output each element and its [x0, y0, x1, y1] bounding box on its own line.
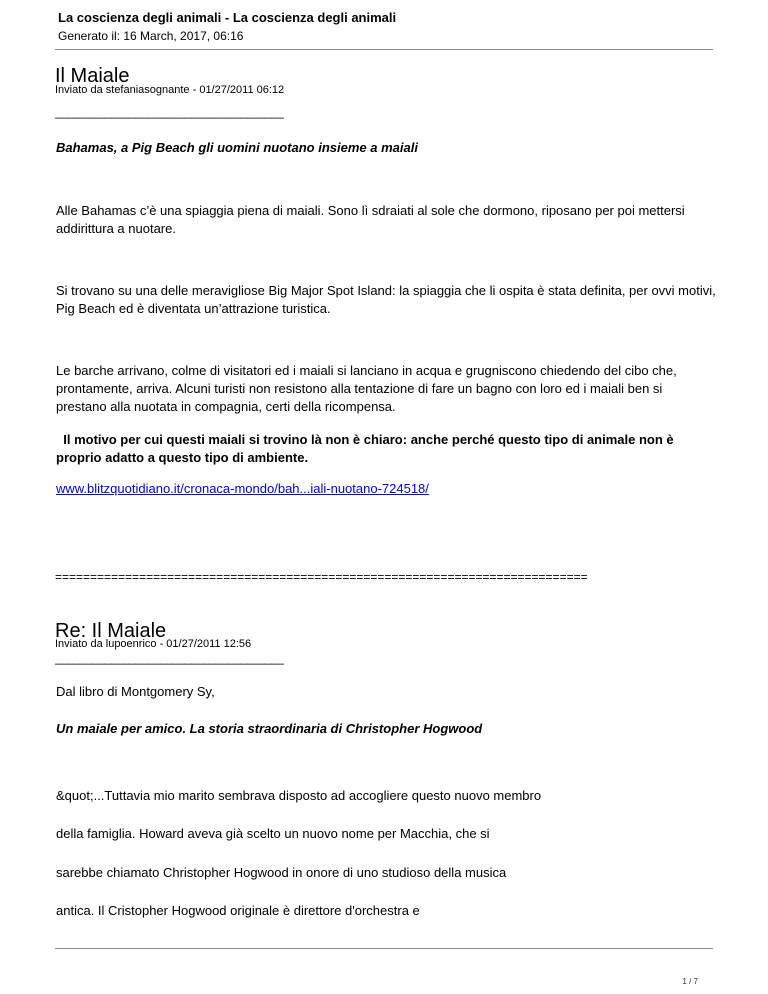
quote-line: della famiglia. Howard aveva già scelto un nuovo nome per Macchia, che si: [56, 826, 490, 841]
document-title: La coscienza degli animali - La coscienza degli animali: [58, 10, 397, 25]
paragraph: Le barche arrivano, colme di visitatori ed i maiali si lanciano in acqua e grugniscono chiedendo del cibo che, prontamente, arriva. Alcuni turisti non resistono alla tentazione di fare un bagno con loro ed i maiali ben si prestano alla nuotata in compagnia, certi della ricompensa.: [56, 363, 677, 414]
page-number: 1 / 7: [682, 977, 698, 986]
post-meta: Inviato da stefaniasognante - 01/27/2011 06:12: [55, 84, 285, 96]
post-subtitle: Bahamas, a Pig Beach gli uomini nuotano insieme a maiali: [56, 140, 418, 155]
post-separator: ============================================================================: [55, 570, 588, 584]
quote-line: &quot;...Tuttavia mio marito sembrava disposto ad accogliere questo nuovo membro: [56, 788, 542, 803]
book-title: Un maiale per amico. La storia straordinaria di Christopher Hogwood: [56, 721, 483, 736]
post-title: Re: Il Maiale: [55, 620, 167, 642]
title-underline: _____________________________________: [55, 105, 284, 119]
paragraph: Alle Bahamas c’è una spiaggia piena di maiali. Sono lì sdraiati al sole che dormono, riposano per poi mettersi addirittura a nuotare.: [56, 203, 685, 236]
post-title: Il Maiale: [55, 65, 130, 87]
generated-date: Generato il: 16 March, 2017, 06:16: [58, 29, 244, 43]
quote-line: sarebbe chiamato Christopher Hogwood in onore di uno studioso della musica: [56, 865, 507, 880]
source-link[interactable]: www.blitzquotidiano.it/cronaca-mondo/bah...iali-nuotano-724518/: [56, 481, 429, 496]
header-divider: [55, 49, 713, 50]
post-meta: Inviato da lupoenrico - 01/27/2011 12:56: [55, 638, 252, 650]
paragraph: Dal libro di Montgomery Sy,: [56, 684, 215, 699]
footer-divider: [55, 948, 713, 949]
title-underline: _____________________________________: [55, 651, 284, 665]
paragraph-bold: Il motivo per cui questi maiali si trovino là non è chiaro: anche perché questo tipo di animale non è proprio adatto a questo tipo di ambiente.: [56, 432, 678, 465]
paragraph: Si trovano su una delle meravigliose Big Major Spot Island: la spiaggia che li ospita è stata definita, per ovvi motivi, Pig Beach ed è diventata un’attrazione turistica.: [56, 283, 716, 316]
quote-line: antica. Il Cristopher Hogwood originale è direttore d'orchestra e: [56, 903, 420, 918]
